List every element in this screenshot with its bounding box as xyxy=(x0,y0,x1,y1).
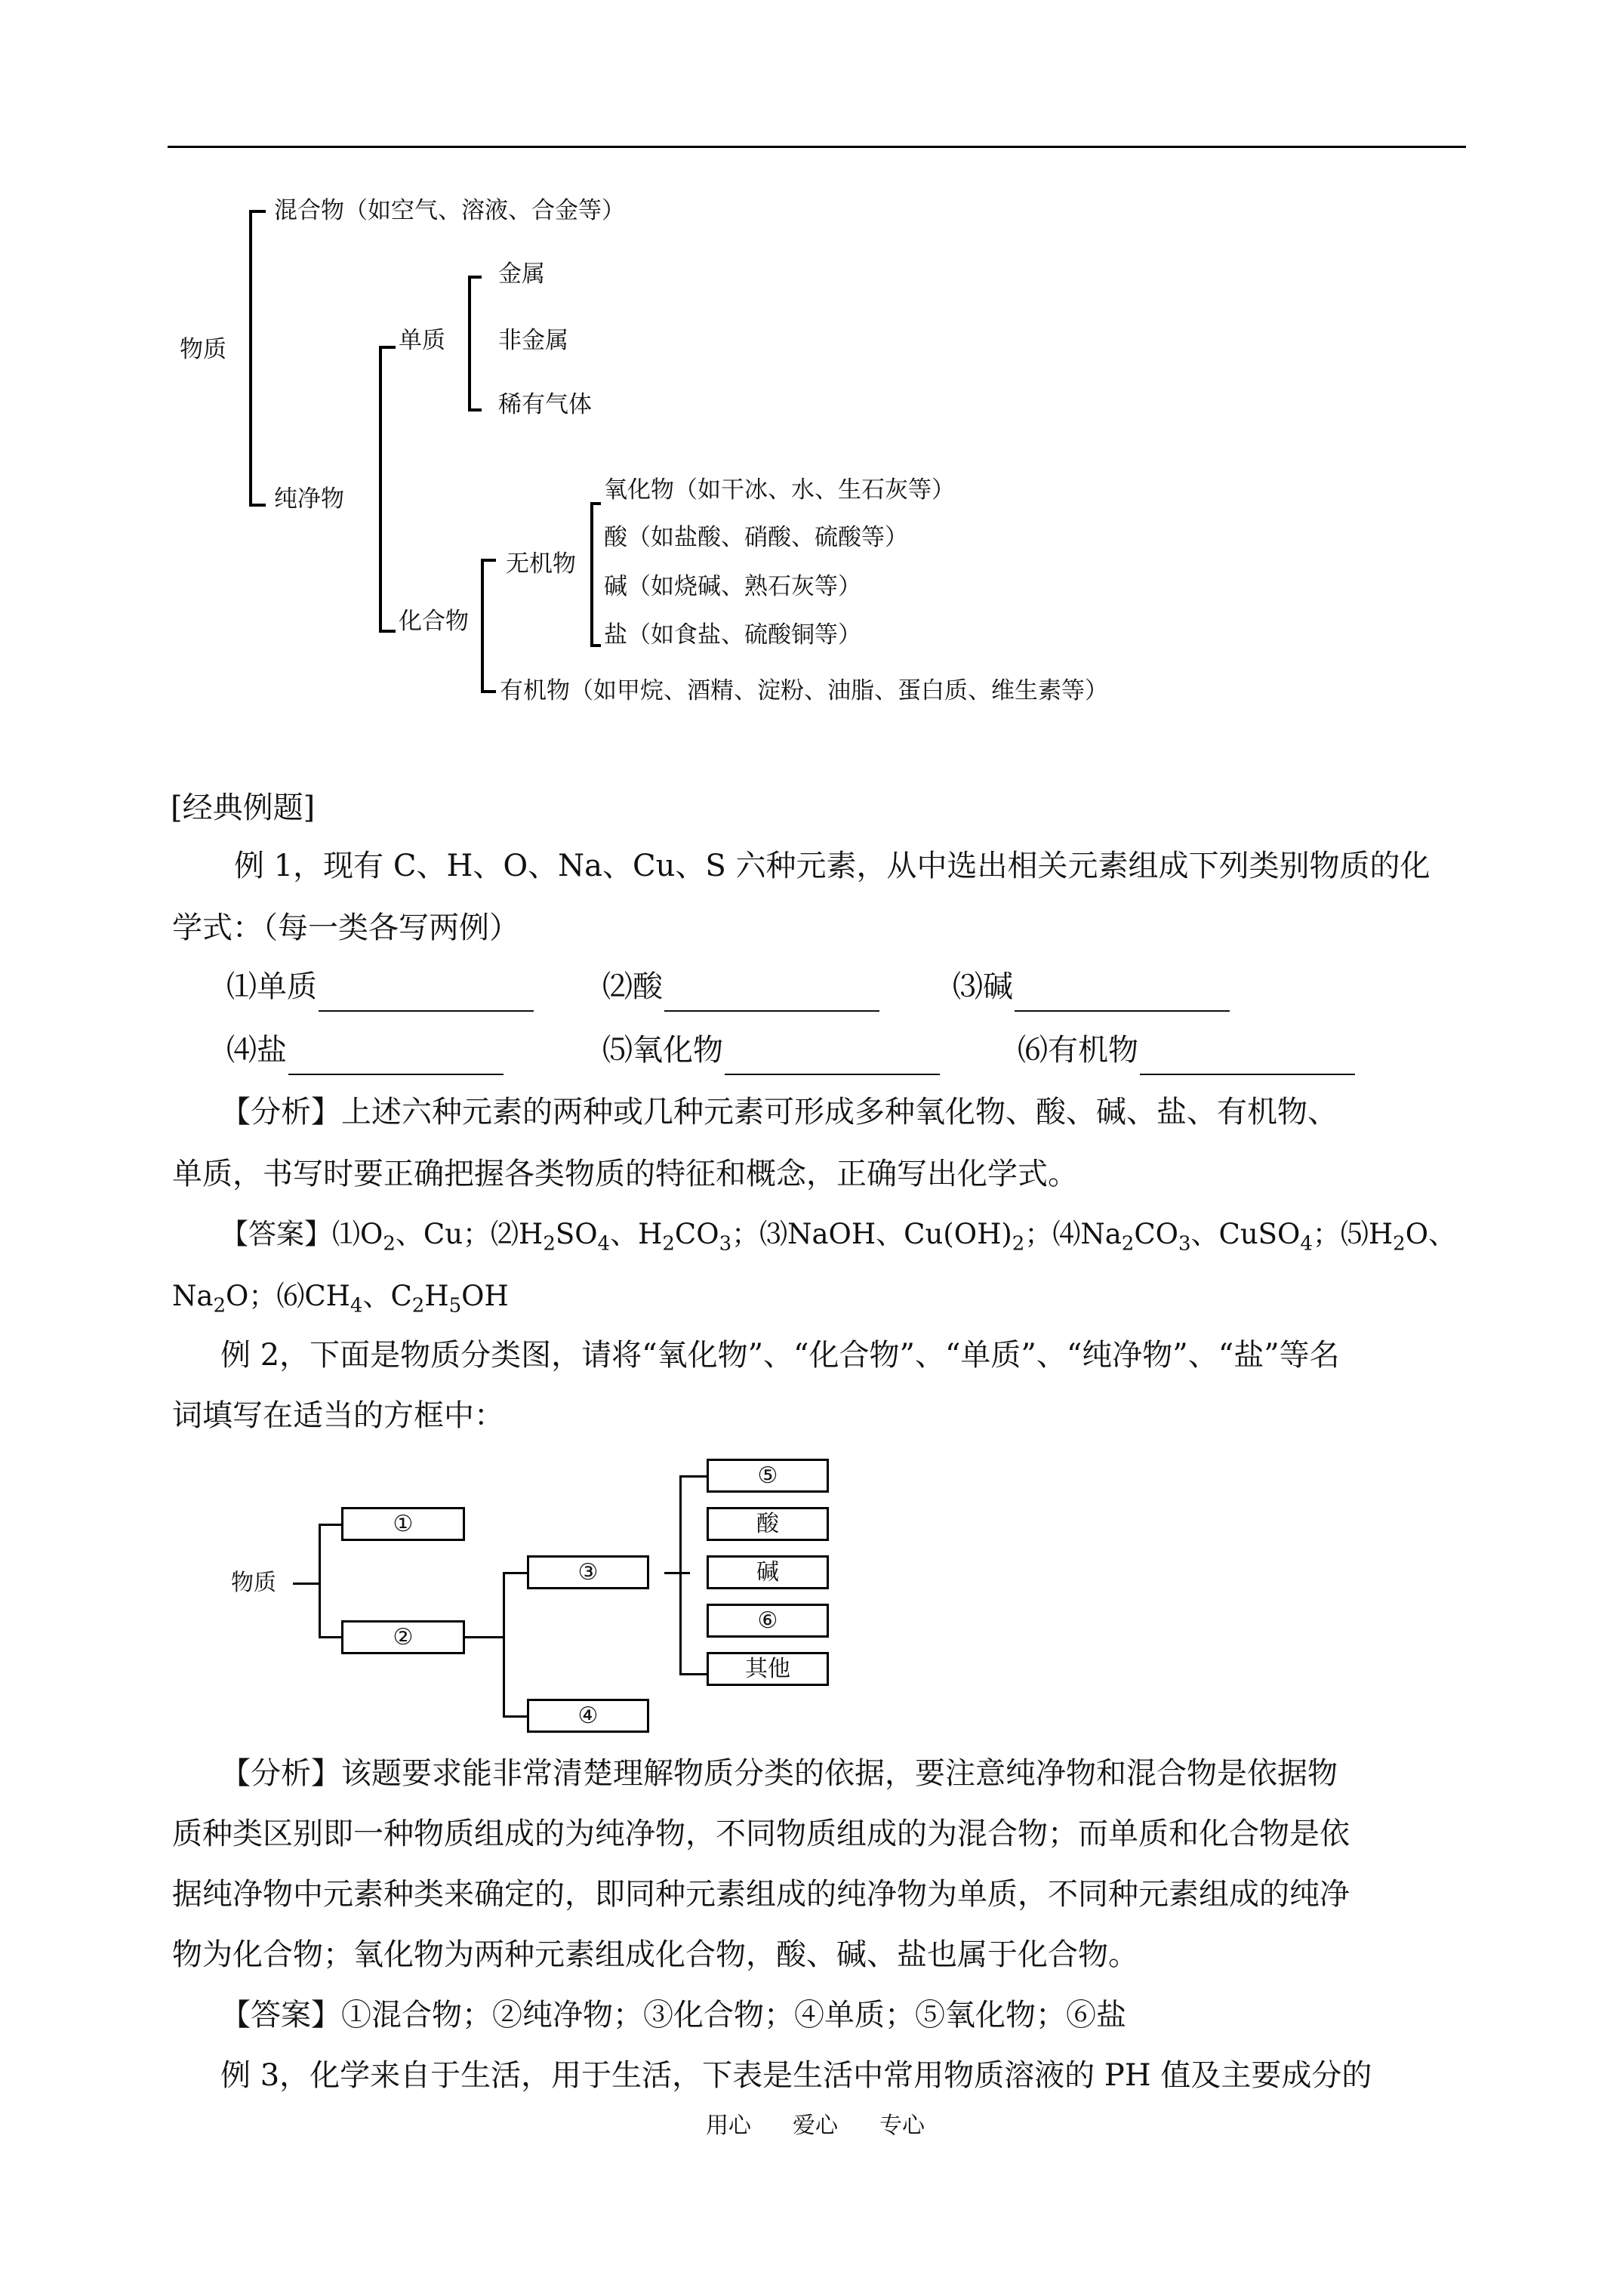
answer-text: ⑹CH xyxy=(276,1280,350,1312)
tree-line xyxy=(590,502,601,505)
subscript: 2 xyxy=(411,1294,425,1318)
subscript: 2 xyxy=(662,1232,675,1256)
subscript: 2 xyxy=(383,1232,396,1256)
example1-line1: 例 1，现有 C、H、O、Na、Cu、S 六种元素，从中选出相关元素组成下列类别物质的化 xyxy=(234,849,1431,883)
answer-text: O； xyxy=(225,1280,277,1312)
question-4-label: ⑷盐 xyxy=(226,1033,287,1068)
example2-answer: 【答案】①混合物；②纯净物；③化合物；④单质；⑤氧化物；⑥盐 xyxy=(220,1998,1126,2032)
box-base xyxy=(707,1555,829,1589)
example1-line2: 学式：（每一类各写两例） xyxy=(172,911,519,945)
tree-compound: 化合物 xyxy=(399,608,469,635)
tree-salt: 盐（如食盐、硫酸铜等） xyxy=(604,621,861,649)
answer-text: ⑴O xyxy=(332,1218,383,1250)
tree-line xyxy=(590,502,593,647)
question-5 xyxy=(602,1025,940,1075)
subscript: 4 xyxy=(1300,1232,1313,1256)
diagram-line xyxy=(319,1524,321,1638)
example3-line1: 例 3，化学来自于生活，用于生活，下表是生活中常用物质溶液的 PH 值及主要成分的 xyxy=(220,2058,1372,2093)
answer-text: CO xyxy=(1134,1218,1178,1250)
tree-line xyxy=(481,690,496,693)
tree-metal: 金属 xyxy=(498,260,545,288)
tree-oxide: 氧化物（如干冰、水、生石灰等） xyxy=(604,476,955,504)
tree-mixture: 混合物（如空气、溶液、合金等） xyxy=(274,197,625,224)
diagram-line xyxy=(503,1572,528,1574)
tree-pure: 纯净物 xyxy=(274,485,344,513)
answer-text: 、CuSO xyxy=(1190,1218,1301,1250)
tree-base: 碱（如烧碱、熟石灰等） xyxy=(604,573,861,600)
diagram-line xyxy=(503,1715,528,1718)
example2-analysis-line2: 质种类区别即一种物质组成的为纯净物，不同物质组成的为混合物；而单质和化合物是依 xyxy=(172,1817,1350,1851)
example2-analysis-line3: 据纯净物中元素种类来确定的，即同种元素组成的纯净物为单质，不同种元素组成的纯净 xyxy=(172,1877,1350,1912)
question-3-label: ⑶碱 xyxy=(953,969,1013,1004)
answer-blank-5[interactable] xyxy=(725,1040,940,1075)
answer-text: CO xyxy=(674,1218,719,1250)
box-2-label: ② xyxy=(393,1624,414,1650)
question-2 xyxy=(602,962,879,1012)
tree-line xyxy=(379,346,396,349)
answer-text: 、Cu； xyxy=(395,1218,491,1250)
box-1-label: ① xyxy=(393,1511,414,1537)
tree-line xyxy=(468,408,482,411)
diagram-line xyxy=(319,1524,343,1526)
answer-text: Na xyxy=(172,1280,214,1312)
box-6[interactable] xyxy=(707,1604,829,1638)
tree-line xyxy=(249,504,266,507)
diagram-line xyxy=(679,1475,682,1675)
tree-element: 单质 xyxy=(399,327,445,354)
tree-root: 物质 xyxy=(180,336,226,363)
footer-text-3: 专心 xyxy=(879,2113,925,2139)
box-other-label: 其他 xyxy=(745,1656,790,1682)
answer-blank-1[interactable] xyxy=(319,977,534,1012)
box-other xyxy=(707,1652,829,1686)
box-6-label: ⑥ xyxy=(757,1607,778,1634)
diagram-line xyxy=(465,1636,504,1638)
tree-line xyxy=(249,210,266,213)
diagram-line xyxy=(319,1636,343,1638)
subscript: 5 xyxy=(448,1294,462,1318)
example1-answer-line2 xyxy=(172,1271,1467,1321)
answer-blank-4[interactable] xyxy=(288,1040,504,1075)
subscript: 3 xyxy=(719,1232,732,1256)
tree-noble-gas: 稀有气体 xyxy=(498,391,592,418)
answer-text: O、 xyxy=(1405,1218,1457,1250)
subscript: 2 xyxy=(1012,1232,1025,1256)
diagram-line xyxy=(293,1583,320,1585)
question-4 xyxy=(226,1025,504,1075)
subscript: 2 xyxy=(1121,1232,1135,1256)
answer-text: 、H xyxy=(610,1218,663,1250)
tree-line xyxy=(249,210,252,507)
question-5-label: ⑸氧化物 xyxy=(602,1033,723,1068)
box-2[interactable] xyxy=(341,1620,465,1654)
answer-text: SO xyxy=(555,1218,598,1250)
diagram-root: 物质 xyxy=(231,1570,276,1596)
answer-text: OH xyxy=(461,1280,509,1312)
example2-line2: 词填写在适当的方框中： xyxy=(172,1398,504,1433)
answer-text: 、C xyxy=(362,1280,412,1312)
footer-text-1: 用心 xyxy=(706,2113,751,2139)
tree-acid: 酸（如盐酸、硝酸、硫酸等） xyxy=(604,524,908,551)
answer-blank-2[interactable] xyxy=(664,977,879,1012)
tree-organic: 有机物（如甲烷、酒精、淀粉、油脂、蛋白质、维生素等） xyxy=(500,677,1108,704)
diagram-line xyxy=(664,1572,690,1574)
box-acid xyxy=(707,1507,829,1541)
example2-line1: 例 2，下面是物质分类图，请将“氧化物”、“化合物”、“单质”、“纯净物”、“盐”等名 xyxy=(220,1338,1340,1373)
answer-text: ⑷Na xyxy=(1052,1218,1122,1250)
example1-analysis-line1: 【分析】上述六种元素的两种或几种元素可形成多种氧化物、酸、碱、盐、有机物、 xyxy=(220,1095,1338,1130)
diagram-line xyxy=(679,1673,708,1675)
tree-line xyxy=(481,559,484,693)
question-6-label: ⑹有机物 xyxy=(1018,1033,1138,1068)
tree-line xyxy=(468,276,471,411)
box-acid-label: 酸 xyxy=(756,1511,779,1537)
example2-analysis-line4: 物为化合物；氧化物为两种元素组成化合物，酸、碱、盐也属于化合物。 xyxy=(172,1937,1138,1972)
tree-inorganic: 无机物 xyxy=(506,550,576,578)
tree-line xyxy=(590,644,601,647)
answer-text: ； xyxy=(731,1218,760,1250)
tree-line xyxy=(468,276,482,279)
box-3-label: ③ xyxy=(577,1559,599,1586)
box-base-label: 碱 xyxy=(756,1559,779,1586)
example2-analysis-line1: 【分析】该题要求能非常清楚理解物质分类的依据，要注意纯净物和混合物是依据物 xyxy=(220,1756,1338,1791)
subscript: 3 xyxy=(1178,1232,1191,1256)
box-4-label: ④ xyxy=(577,1703,599,1729)
answer-text: ； xyxy=(1312,1218,1341,1250)
tree-nonmetal: 非金属 xyxy=(498,327,568,354)
subscript: 4 xyxy=(597,1232,611,1256)
diagram-line xyxy=(679,1475,708,1478)
answer-text: ⑸H xyxy=(1340,1218,1394,1250)
answer-label: 【答案】 xyxy=(220,1218,332,1250)
answer-text: ⑶NaOH、Cu(OH) xyxy=(759,1218,1012,1250)
box-5[interactable] xyxy=(707,1459,829,1493)
tree-line xyxy=(379,346,382,633)
question-6 xyxy=(1018,1025,1355,1075)
question-3 xyxy=(953,962,1230,1012)
subscript: 4 xyxy=(350,1294,363,1318)
subscript: 2 xyxy=(1393,1232,1406,1256)
section-title: [经典例题] xyxy=(171,791,316,825)
answer-text: ； xyxy=(1024,1218,1053,1250)
example1-analysis-line2: 单质，书写时要正确把握各类物质的特征和概念，正确写出化学式。 xyxy=(172,1157,1078,1191)
answer-text: H xyxy=(424,1280,449,1312)
question-1-label: ⑴单质 xyxy=(226,969,317,1004)
subscript: 2 xyxy=(543,1232,556,1256)
answer-blank-3[interactable] xyxy=(1015,977,1230,1012)
answer-text: ⑵H xyxy=(491,1218,544,1250)
footer-text-2: 爱心 xyxy=(793,2113,838,2139)
box-5-label: ⑤ xyxy=(757,1462,778,1489)
box-1[interactable] xyxy=(341,1507,465,1541)
diagram-line xyxy=(503,1572,505,1717)
box-4[interactable] xyxy=(527,1699,649,1733)
example1-answer-line1 xyxy=(220,1210,1466,1259)
tree-line xyxy=(481,559,496,562)
question-2-label: ⑵酸 xyxy=(602,969,663,1004)
question-1 xyxy=(226,962,534,1012)
answer-blank-6[interactable] xyxy=(1140,1040,1355,1075)
subscript: 2 xyxy=(213,1294,226,1318)
header-rule xyxy=(168,146,1466,148)
tree-line xyxy=(379,630,396,633)
box-3[interactable] xyxy=(527,1555,649,1589)
